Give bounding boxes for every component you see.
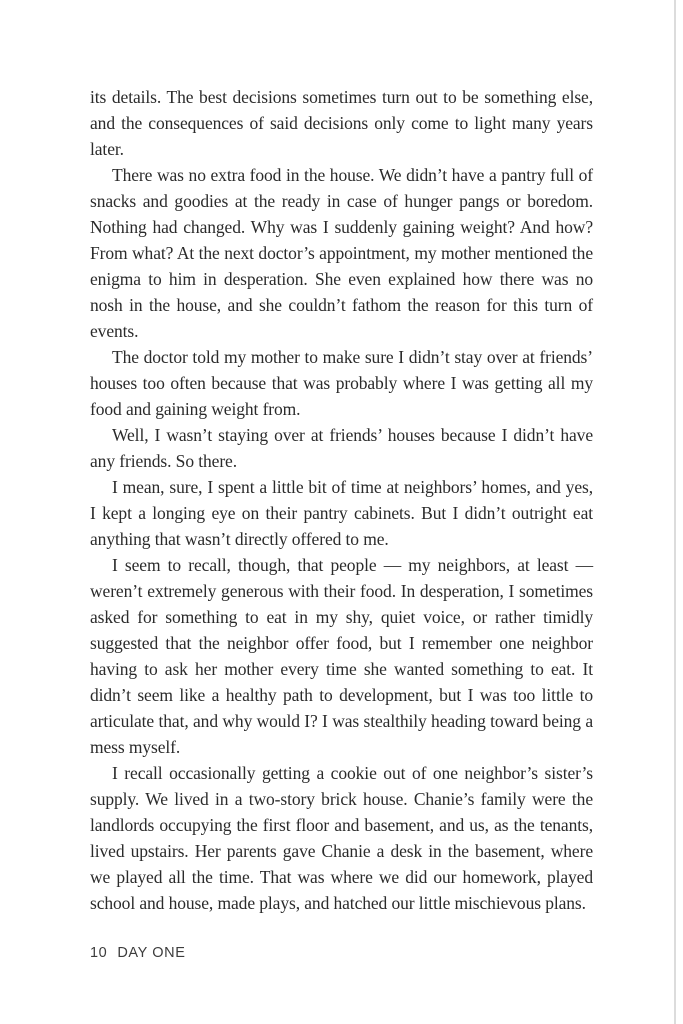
- page-edge-line: [674, 0, 676, 1024]
- paragraph: I mean, sure, I spent a little bit of time at neighbors’ homes, and yes, I kept a longing eye on their pantry cabinets. But I didn’t outright eat anything that wasn’t directly offered to me.: [90, 477, 593, 549]
- paragraph: its details. The best decisions sometimes turn out to be something else, and the consequences of said decisions only come to light many years later.: [90, 87, 593, 159]
- paragraph: I recall occasionally getting a cookie out of one neighbor’s sister’s supply. We lived in a two-story brick house. Chanie’s family were the landlords occupying the first floor and basement, and us, as the tenants, lived upstairs. Her parents gave Chanie a desk in the basement, where we played all the time. That was where we did our homework, played school and house, made plays, and hatched our little mischievous plans.: [90, 763, 593, 913]
- paragraph: I seem to recall, though, that people — my neighbors, at least — weren’t extremely generous with their food. In desperation, I sometimes asked for something to eat in my shy, quiet voice, or rather timidly suggested that the neighbor offer food, but I remember one neighbor having to ask her mother every time she wanted something to eat. It didn’t seem like a healthy path to development, but I was too little to articulate that, and why would I? I was stealthily heading toward being a mess myself.: [90, 555, 593, 757]
- page-footer: [90, 945, 185, 961]
- page-text: [90, 84, 593, 916]
- paragraph: There was no extra food in the house. We didn’t have a pantry full of snacks and goodies at the ready in case of hunger pangs or boredom. Nothing had changed. Why was I suddenly gaining weight? And how? From what? At the next doctor’s appointment, my mother mentioned the enigma to him in desperation. She even explained how there was no nosh in the house, and she couldn’t fathom the reason for this turn of events.: [90, 165, 593, 341]
- running-footer-title: DAY ONE: [117, 945, 186, 961]
- paragraph: Well, I wasn’t staying over at friends’ houses because I didn’t have any friends. So there.: [90, 425, 593, 471]
- paragraph: The doctor told my mother to make sure I didn’t stay over at friends’ houses too often because that was probably where I was getting all my food and gaining weight from.: [90, 347, 593, 419]
- page-number: 10: [90, 945, 108, 961]
